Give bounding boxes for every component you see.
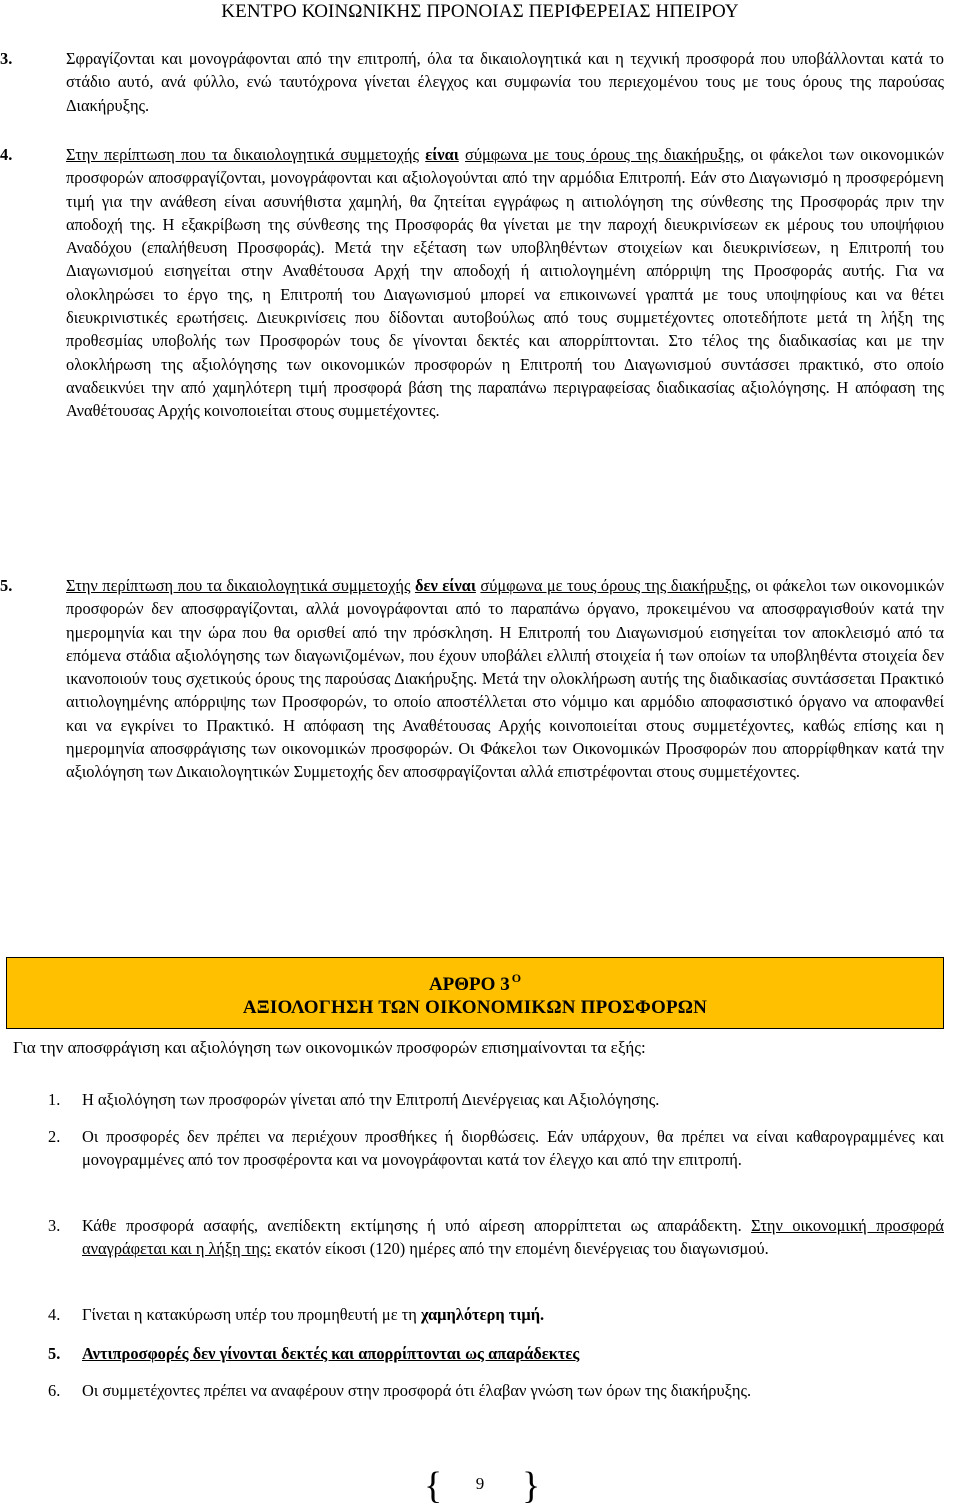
section-3-number: 3. (0, 49, 13, 68)
list-item-text: Οι συμμετέχοντες πρέπει να αναφέρουν στην προσφορά ότι έλαβαν γνώση των όρων της διακήρυξης. (82, 1381, 752, 1400)
article-title-superscript: Ο (511, 971, 522, 985)
article-intro: Για την αποσφράγιση και αξιολόγηση των οικονομικών προσφορών επισημαίνονται τα εξής: (13, 1038, 646, 1057)
article-subtitle: ΑΞΙΟΛΟΓΗΣΗ ΤΩΝ ΟΙΚΟΝΟΜΙΚΩΝ ΠΡΟΣΦΟΡΩΝ (242, 997, 708, 1018)
section-4-body: , οι φάκελοι των οικονομικών προσφορών αποσφραγίζονται, μονογράφονται και αξιολογούνται από την αρμόδια Επιτροπή. Εάν στο Διαγωνισμό η προσφερόμενη τιμή για την ανάθεση είναι ασυνήθιστα χαμηλή, θα ζητείται εγγράφως η αιτιολόγηση της σύνθεσης της Προσφοράς πριν την αποδοχή της. Η εξακρίβωση της σύνθεσης της Προσφοράς θα γίνεται με την παροχή διευκρινίσεων εκ μέρους του υποψήφιου Αναδόχου (επαλήθευση Προσφοράς). Μετά την εξέταση των υποβληθέντων στοιχείων και διευκρινίσεων, η Επιτροπή του Διαγωνισμού εισηγείται στην Αναθέτουσα Αρχή την αποδοχή ή αιτιολογημένη απόρριψη της Προσφοράς αυτής. Για να ολοκληρώσει το έργο της, η Επιτροπή του Διαγωνισμού μπορεί να επικοινωνεί γραπτά με τους υποψηφίους και να θέτει διευκρινιστικές ερωτήσεις. Διευκρινίσεις που δίδονται αυτοβούλως από τους συμμετέχοντες οποτεδήποτε μετά τη λήξη της προθεσμίας υποβολής των Προσφορών τους δε γίνονται δεκτές και απορρίπτονται. Στο τέλος της διαδικασίας και με την ολοκλήρωση της αξιολόγησης των οικονομικών προσφορών η Επιτροπή του Διαγωνισμού συντάσσει πρακτικό, στο οποίο αναδεικνύει την από χαμηλότερη τιμή προσφορά βάση της παραπάνω περιγραφείσας διαδικασίας αξιολόγησης. Η απόφαση της Αναθέτουσας Αρχής κοινοποιείται στους συμμετέχοντες. (66, 145, 944, 421)
section-5-text (66, 574, 944, 784)
list-item-number: 3. (48, 1216, 61, 1235)
list-item (48, 1379, 944, 1402)
list-item (48, 1088, 944, 1111)
list-item-number: 6. (48, 1381, 61, 1400)
list-item (48, 1303, 944, 1326)
list-item-text (82, 1214, 944, 1261)
section-5-number: 5. (0, 576, 13, 595)
list-item (48, 1125, 944, 1172)
article-title-text: ΑΡΘΡΟ 3 (428, 974, 510, 995)
list-item-number: 5. (48, 1344, 61, 1363)
list-item-text-main: Κάθε προσφορά ασαφής, ανεπίδεκτη εκτίμησης ή υπό αίρεση απορρίπτεται ως απαράδεκτη. (82, 1216, 742, 1235)
section-5-underlined-2: σύμφωνα με τους όρους της διακήρυξης (480, 576, 747, 595)
article-title (7, 966, 943, 997)
list-item-text-underlined-bold: Αντιπροσφορές δεν γίνονται δεκτές και απορρίπτονται ως απαράδεκτες (82, 1344, 580, 1363)
list-item-number: 1. (48, 1090, 61, 1109)
list-item-text (82, 1303, 944, 1326)
list-item (48, 1342, 944, 1365)
right-brace-icon: } (522, 1465, 541, 1507)
document-header: ΚΕΝΤΡΟ ΚΟΙΝΩΝΙΚΗΣ ΠΡΟΝΟΙΑΣ ΠΕΡΙΦΕΡΕΙΑΣ ΗΠΕΙΡΟΥ (221, 1, 739, 22)
section-4-underlined-2: σύμφωνα με τους όρους της διακήρυξης (465, 145, 741, 164)
article-banner (6, 957, 944, 1029)
section-4-number: 4. (0, 145, 13, 164)
section-3-text: Σφραγίζονται και μονογράφονται από την επιτροπή, όλα τα δικαιολογητικά και η τεχνική προσφορά που υποβάλλονται κατά το στάδιο αυτό, ανά φύλλο, ενώ ταυτόχρονα γίνεται έλεγχος και συμφωνία του περιεχομένου τους με τους όρους της παρούσας Διακήρυξης. (66, 49, 944, 115)
section-5-bold-is-not: δεν είναι (414, 576, 476, 595)
section-4-underlined-1: Στην περίπτωση που τα δικαιολογητικά συμμετοχής (66, 145, 419, 164)
section-5-underlined-1: Στην περίπτωση που τα δικαιολογητικά συμμετοχής (66, 576, 411, 595)
section-5-body: , οι φάκελοι των οικονομικών προσφορών δεν αποσφραγίζονται, αλλά μονογράφονται από το παραπάνω όργανο, προκειμένου να αποσφραγισθούν κατά την ημερομηνία και την ώρα που θα ορισθεί από την πρόσκληση. Η Επιτροπή του Διαγωνισμού εισηγείται τον αποκλεισμό από τα επόμενα στάδια αξιολόγησης των διαγωνιζομένων, που έχουν υποβάλει ελλιπή στοιχεία ή των οποίων τα υποβληθέντα στοιχεία δεν ικανοποιούν τους σχετικούς όρους της παρούσας Διακήρυξης. Μετά την ολοκλήρωση αυτής της διαδικασίας συντάσσεται Πρακτικό αιτιολογημένης απόρριψης των Προσφορών, το οποίο αποστέλλεται στο νόμιμο και αρμόδιο αποφασιστικό όργανο να αποφανθεί και να εγκρίνει το Πρακτικό. Η απόφαση της Αναθέτουσας Αρχής κοινοποιείται στους συμμετέχοντες, καθώς επίσης και η ημερομηνία αποσφράγισης των οικονομικών προσφορών. Οι Φάκελοι των Οικονομικών Προσφορών που απορρίφθηκαν κατά την αξιολόγηση των Δικαιολογητικών Συμμετοχής δεν αποσφραγίζονται αλλά επιστρέφονται στους συμμετέχοντες. (66, 576, 944, 782)
section-5 (0, 574, 944, 784)
list-item-text: Οι προσφορές δεν πρέπει να περιέχουν προσθήκες ή διορθώσεις. Εάν υπάρχουν, θα πρέπει να είναι καθαρογραμμένες και μονογραμμένες από τον προσφέροντα και να μονογράφονται κατά τον έλεγχο και από την επιτροπή. (82, 1127, 944, 1170)
list-item-text-rest: εκατόν είκοσι (120) ημέρες από την επομένη διενέργειας του διαγωνισμού. (271, 1239, 769, 1259)
section-4 (0, 143, 944, 423)
list-item-text (82, 1342, 944, 1365)
section-3 (0, 47, 944, 117)
list-item-text-underlined: Στην οικονομική προσφορά αναγράφεται και η λήξη της: (82, 1216, 944, 1259)
list-item-number: 4. (48, 1305, 61, 1324)
list-item-text-bold: χαμηλότερη τιμή. (420, 1305, 545, 1324)
page-number: 9 (475, 1474, 485, 1493)
list-item-text-main: Γίνεται η κατακύρωση υπέρ του προμηθευτή με τη (82, 1305, 421, 1324)
section-4-bold-is: είναι (425, 145, 459, 164)
list-item-number: 2. (48, 1127, 61, 1146)
left-brace-icon: { (424, 1465, 443, 1507)
list-item (48, 1214, 944, 1261)
list-item-text: Η αξιολόγηση των προσφορών γίνεται από την Επιτροπή Διενέργειας και Αξιολόγησης. (82, 1090, 660, 1109)
section-4-text (66, 143, 944, 423)
